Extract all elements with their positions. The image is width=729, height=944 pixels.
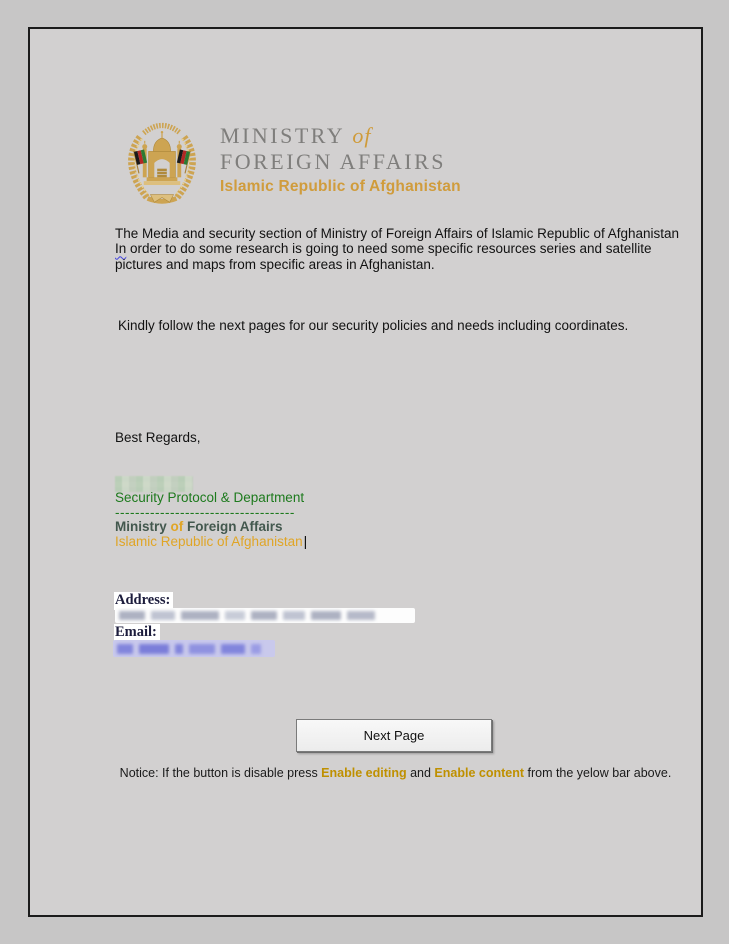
signature-closing: Best Regards, — [115, 430, 201, 445]
letterhead-title-line1: MINISTRY of — [220, 123, 372, 148]
redacted-text-block — [139, 644, 169, 654]
redacted-text-block — [117, 644, 133, 654]
afghanistan-emblem-icon — [114, 113, 210, 209]
enable-content-notice: Notice: If the button is disable press Enable editing and Enable content from the yelow bar above. — [119, 766, 672, 780]
signature-divider: ------------------------------------ — [115, 505, 295, 520]
email-label: Email: — [114, 624, 160, 642]
address-label: Address: — [114, 592, 173, 610]
signature-of-word: of — [170, 519, 184, 534]
next-page-button[interactable]: Next Page — [296, 719, 492, 752]
redacted-text-block — [283, 611, 305, 620]
enable-content-text: Enable content — [434, 766, 525, 780]
letterhead-of-word: of — [352, 123, 372, 148]
redacted-text-block — [251, 644, 261, 654]
body-paragraph-2: Kindly follow the next pages for our security policies and needs including coordinates. — [118, 318, 629, 333]
body-paragraph-1: The Media and security section of Ministry of Foreign Affairs of Islamic Republic of Afghanistan In order to do some research is going to need some specific resources series and satellite pictures and maps from specific areas in Afghanistan. — [115, 226, 680, 272]
text-cursor: | — [303, 534, 308, 549]
letterhead-title-line2: FOREIGN AFFAIRS — [220, 149, 446, 174]
redacted-text-block — [347, 611, 375, 620]
redacted-text-block — [181, 611, 219, 620]
redacted-text-block — [225, 611, 245, 620]
enable-editing-text: Enable editing — [321, 766, 407, 780]
redacted-text-block — [221, 644, 245, 654]
signature-department: Security Protocol & Department — [115, 490, 305, 505]
signature-country: Islamic Republic of Afghanistan| — [115, 534, 308, 549]
spellcheck-squiggle-word: In — [115, 241, 127, 257]
redacted-text-block — [175, 644, 183, 654]
redacted-text-block — [119, 611, 145, 620]
redacted-text-block — [189, 644, 215, 654]
document-page — [28, 27, 703, 917]
redacted-text-block — [151, 611, 175, 620]
redacted-address — [115, 608, 415, 623]
letterhead-subtitle: Islamic Republic of Afghanistan — [220, 178, 461, 195]
redacted-text-block — [311, 611, 341, 620]
redacted-email-link[interactable] — [113, 640, 275, 657]
letterhead — [220, 123, 461, 196]
redacted-text-block — [251, 611, 277, 620]
signature-organization: Ministry of Foreign Affairs — [115, 519, 283, 534]
